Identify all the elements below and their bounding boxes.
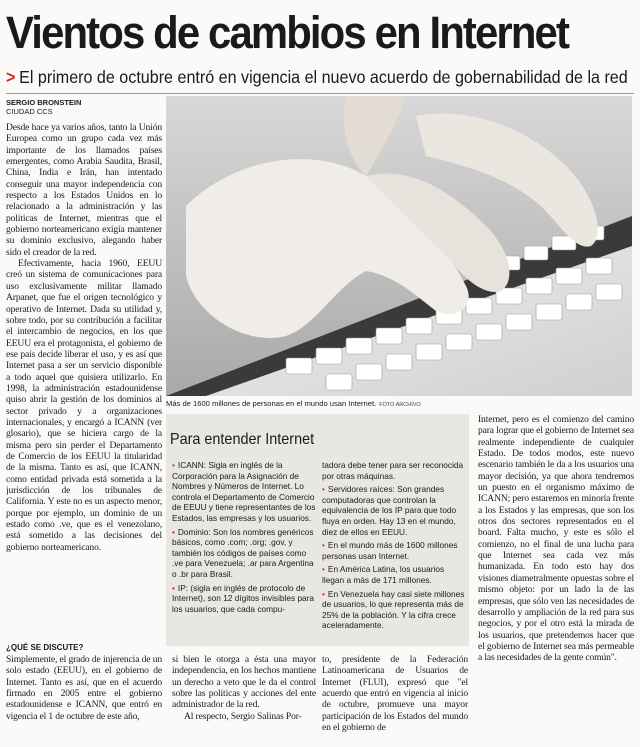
glossary-title: Para entender Internet xyxy=(170,431,315,448)
glossary-item: • En el mundo más de 1600 millones personas usan Internet. xyxy=(322,540,458,561)
glossary-item: • Dominio: Son los nombres genéricos básicos, como .com; .org; .gov, y también los códigos de países como .ve para Venezuela; .ar para Argentina o .br para Brasil. xyxy=(172,526,314,579)
bullet-icon: • xyxy=(322,540,325,551)
glossary-item: • IP: (sigla en inglés de protocolo de Internet), son 12 dígitos invisibles para los usuarios, que cada compu- xyxy=(172,582,315,614)
paragraph: Desde hace ya varios años, tanto la Unión Europea como un grupo cada vez más importante de los llamados países emergentes, como Arabia Saudita, Brasil, China, India e Irán, han intentado conseguir una mayor independencia con respecto a los Estados Unidos en lo relacionado a la administración y las políticas de Internet, mientras que el gobierno norteamericano exigía mantener su dominio exclusivo, alegando haber sido el creador de la red. xyxy=(6,122,162,258)
bottom-column-2 xyxy=(172,654,316,744)
bullet-icon: • xyxy=(172,526,175,537)
bullet-icon: • xyxy=(322,588,325,599)
headline-rule xyxy=(6,93,634,94)
city: CIUDAD CCS xyxy=(6,107,53,116)
headline: Vientos de cambios en Internet xyxy=(6,7,569,58)
paragraph: Efectivamente, hacia 1960, EEUU creó un sistema de comunicaciones para uso exclusivamente militar llamado Arpanet, que fue el origen tecnológico y operativo de Internet. Dada su utilidad y, sobre todo, por su contribución a facilitar el intercambio de negocios, en los que EEUU era el protagonista, el gobierno de ese país decide liberar el uso, y es así que Internet pasa a ser un servicio disponible a todo aquel que quisiera utilizarlo. En 1998, la administración estadounidense quiso abrir la gestión de los dominios al sector privado y a organizaciones internacionales, y encargó a ICANN (ver glosario), que se hiciera cargo de la misma pero sin perder el Departamento de Comercio de los EEUU la titularidad de la misma. Tanto es así, que ICANN, como entidad privada está sometida a la jurisdicción de los tribunales de California. Y este no es un aspecto menor, porque por ejemplo, un dominio de un estado como .ve, que es el venezolano, está sometido a las decisiones del gobierno norteamericano. xyxy=(6,258,162,553)
photo-credit: FOTO ARCHIVO xyxy=(379,402,421,408)
paragraph: Internet, pero es el comienzo del camino para lograr que el gobierno de Internet sea realmente independiente de cualquier Estado. De todos modos, este nuevo escenario también le da a los usuarios una mayor decisión, ya que ahora tendremos un puesto en el organismo máximo de ICANN; pero estaremos en minoría frente a los Estados y las empresas, que son los otros dos sectores representados en el board. Falta mucho, y este es sólo el comienzo, no el final de una lucha para que Internet sea cada vez más humanizada. En todo esto hay dos visiones diametralmente opuestas sobre el mismo objeto: por un lado la de las empresas, que sólo ven las necesidades de desarrollo y ampliación de la red para sus negocios, y por el otro está la mirada de los usuarios, que pretendemos hacer que el gobierno de Internet sea más permeable a las necesidades de la gente común". xyxy=(478,414,634,664)
glossary-column-1 xyxy=(172,460,316,617)
paragraph: to, presidente de la Federación Latinoamericana de Usuarios de Internet (FLUI), expresó que "el acuerdo que entró en vigencia al inicio de octubre, promueve una mayor participación de los Estados del mundo en el gobierno de xyxy=(322,654,468,734)
glossary-item: • En Venezuela hay casi siete millones de usuarios, lo que representa más de 25% de la población. Y la cifra crece aceleradamente. xyxy=(322,588,465,631)
caption-text: Más de 1600 millones de personas en el mundo usan Internet. xyxy=(166,399,377,408)
glossary-item: • En América Latina, los usuarios llegan a más de 171 millones. xyxy=(322,564,445,585)
paragraph: Simplemente, el grado de injerencia de un solo estado (EEUU), en el gobierno de Internet. Tanto es así, que en el acuerdo firmado en 2005 entre el gobierno estadounidense e ICANN, que entró en vigencia el 1 de octubre de este año, xyxy=(6,654,162,722)
subhead xyxy=(6,66,628,88)
photo-caption xyxy=(166,399,632,410)
bullet-icon: • xyxy=(172,460,175,470)
subhead-marker: > xyxy=(6,67,16,87)
hands-typing-keyboard-photo xyxy=(166,96,632,396)
body-column-1 xyxy=(6,122,162,638)
byline xyxy=(6,98,81,116)
bottom-column-1 xyxy=(6,654,162,744)
paragraph: Al respecto, Sergio Salinas Por- xyxy=(184,710,302,722)
glossary-item: • ICANN: Sigla en inglés de la Corporación para la Asignación de Nombres y Números de Internet. Lo controla el Departamento de Comercio de EEUU y tiene representantes de los Estados, las empresas y los usuarios. xyxy=(172,460,316,523)
section-head: ¿QUÉ SE DISCUTE? xyxy=(6,643,84,652)
glossary-item: • Servidores raíces: Son grandes computadoras que controlan la equivalencia de los IP para que todo fluya en orden. Hay 13 en el mundo, diez de ellos en EEUU. xyxy=(322,484,457,537)
bullet-icon: • xyxy=(322,564,325,575)
bullet-icon: • xyxy=(322,484,325,495)
photo-illustration xyxy=(166,96,632,396)
paragraph: si bien le otorga a ésta una mayor independencia, en los hechos mantiene un derecho a veto que le da el control sobre las políticas y acciones del ente administrador de la red. xyxy=(172,654,316,711)
glossary-item: tadora debe tener para ser reconocida por otras máquinas. xyxy=(322,460,464,481)
bullet-icon: • xyxy=(172,582,175,593)
right-column xyxy=(478,414,634,744)
glossary-column-2 xyxy=(322,460,466,634)
subhead-text: El primero de octubre entró en vigencia el nuevo acuerdo de gobernabilidad de la red xyxy=(19,67,628,87)
author: SERGIO BRONSTEIN xyxy=(6,98,82,107)
bottom-column-3 xyxy=(322,654,468,744)
